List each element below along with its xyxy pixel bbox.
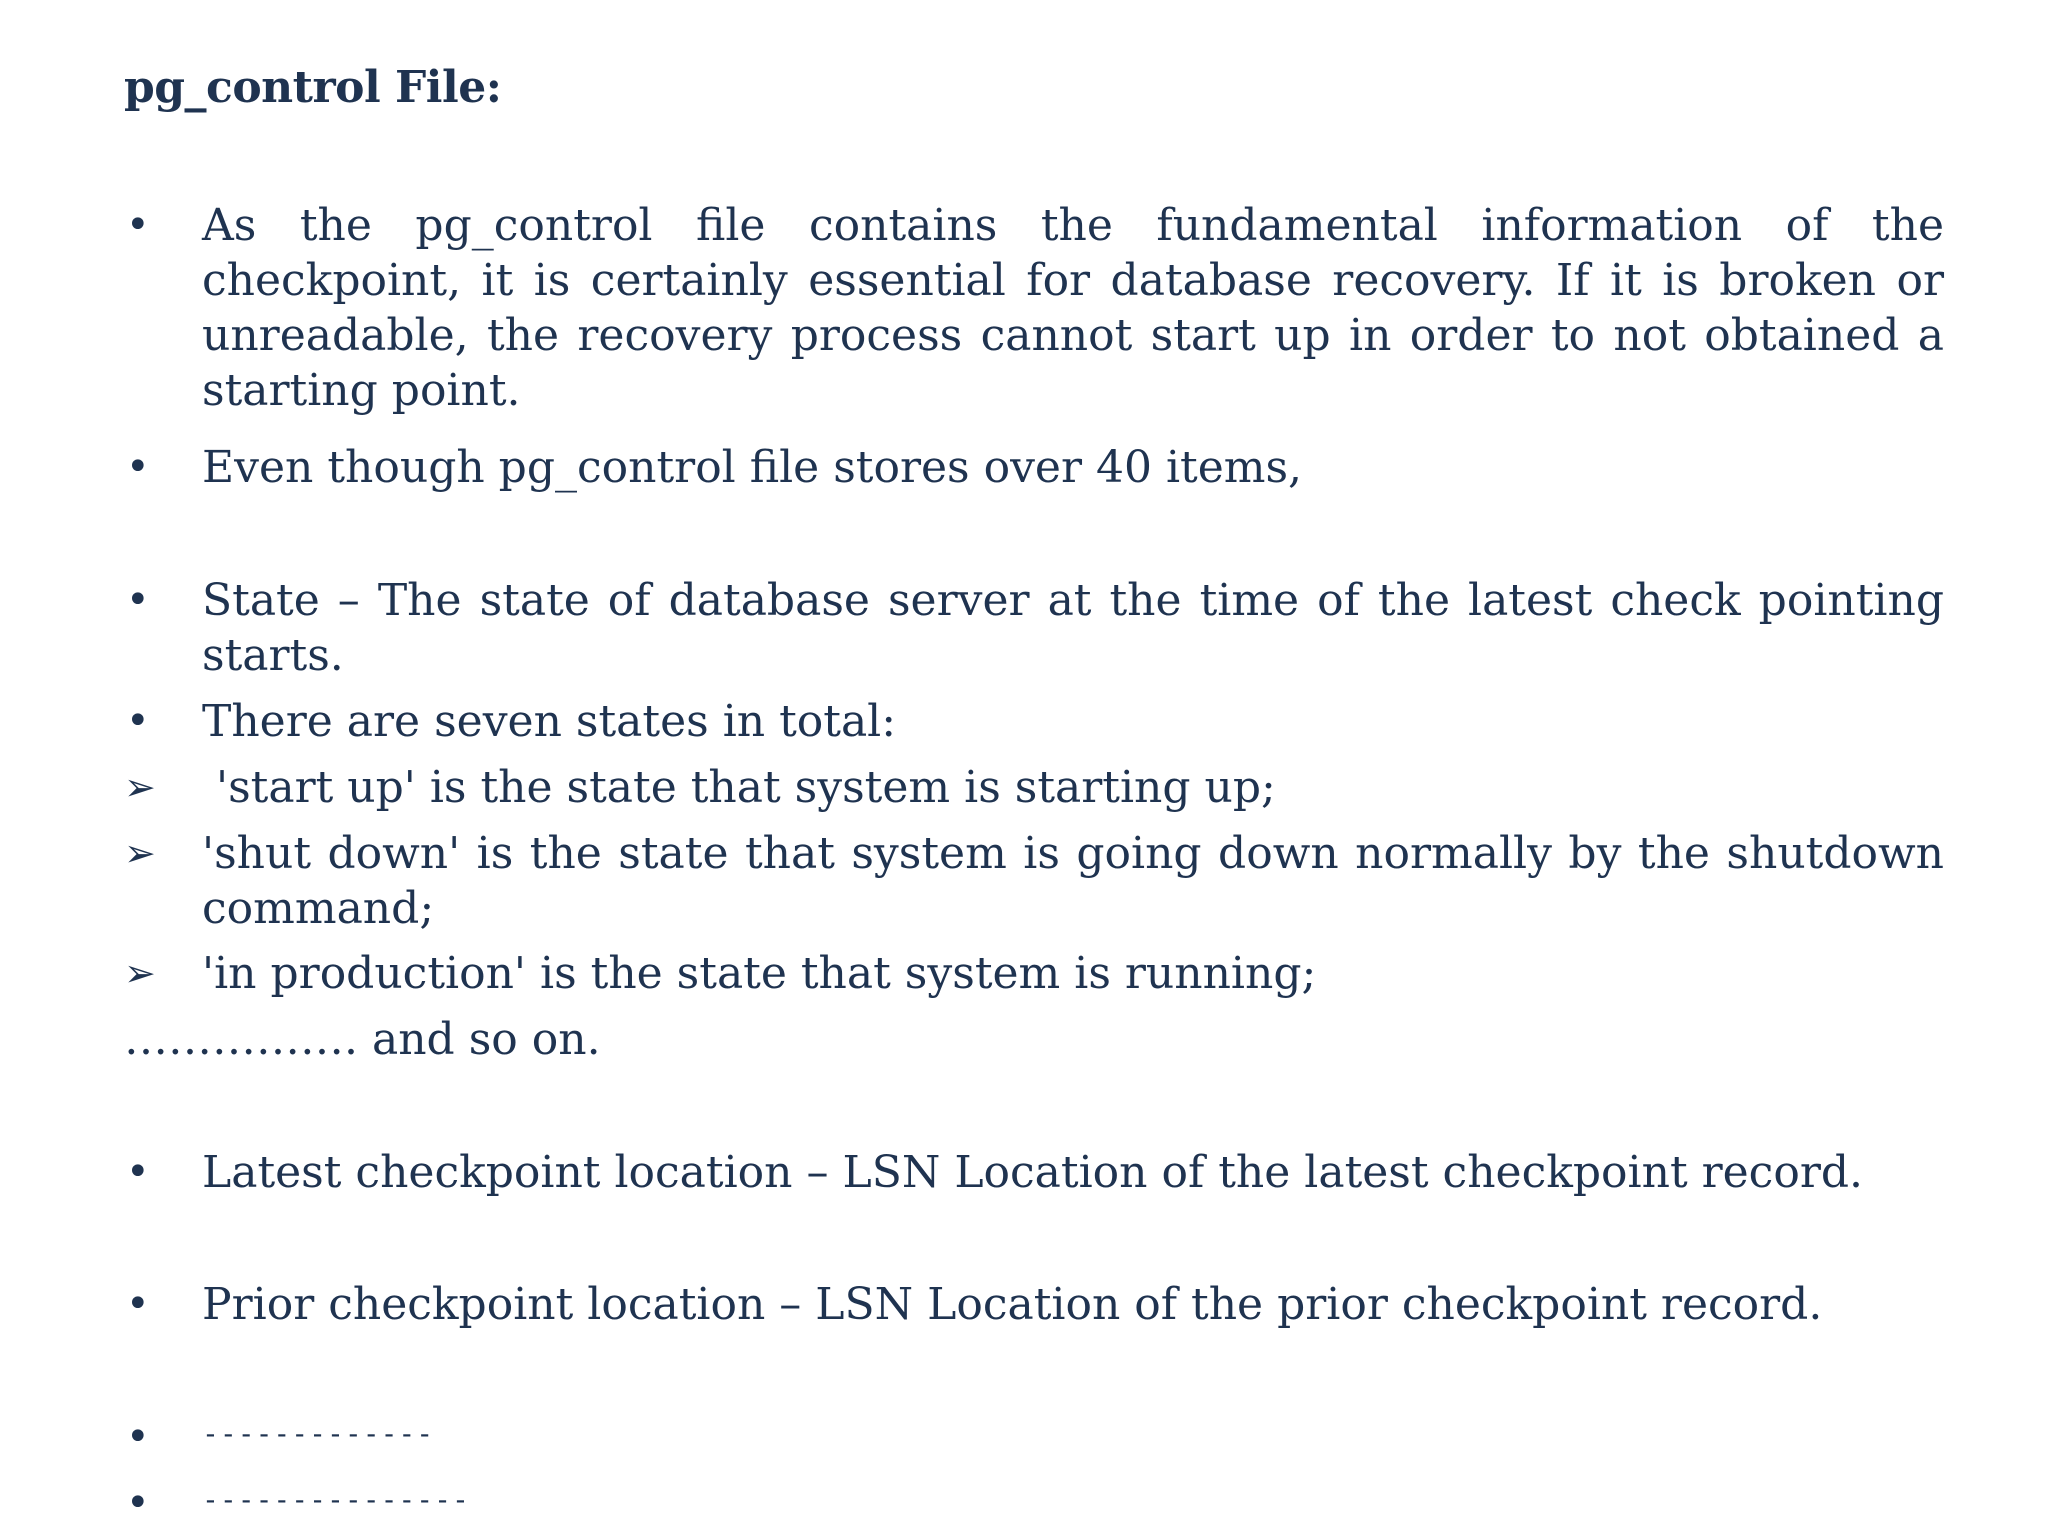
list-item-text: --------------- — [202, 1483, 470, 1516]
list-item — [124, 694, 1944, 749]
list-item — [124, 440, 1944, 495]
list-item — [124, 1472, 1944, 1527]
list-item-text: 'start up' is the state that system is starting up; — [202, 762, 1276, 813]
list-item-text: Even though pg_control file stores over 40 items, — [202, 442, 1303, 493]
sub-list-item — [124, 826, 1944, 936]
arrow-bullet-icon: ➢ — [124, 831, 156, 875]
bullet-marker: • — [126, 577, 150, 623]
continuation-text: ……………. and so on. — [124, 1014, 601, 1065]
list-item-text: As the pg_control file contains the fundamental information of the checkpoint, it is certainly essential for database recovery. If it is broken or unreadable, the recovery process cannot start up in order to not obtained a starting point. — [202, 200, 1944, 416]
bullet-marker: • — [126, 1149, 150, 1195]
bullet-marker: • — [126, 698, 150, 744]
bullet-marker: • — [126, 1281, 150, 1327]
list-item-text: There are seven states in total: — [202, 696, 897, 747]
list-item-text: 'shut down' is the state that system is going down normally by the shutdown command; — [202, 828, 1944, 934]
list-item-text: 'in production' is the state that system is running; — [202, 948, 1317, 999]
list-item — [124, 1406, 1944, 1461]
arrow-bullet-icon: ➢ — [124, 951, 156, 995]
list-item — [124, 573, 1944, 683]
list-item — [124, 1277, 1944, 1332]
sub-list-item — [124, 946, 1944, 1001]
bullet-marker: • — [126, 1480, 150, 1526]
list-item-text: State – The state of database server at the time of the latest check pointing starts. — [202, 575, 1944, 681]
sub-list-item — [124, 760, 1944, 815]
arrow-bullet-icon: ➢ — [124, 765, 156, 809]
bullet-marker: • — [126, 444, 150, 490]
list-item-text: Prior checkpoint location – LSN Location of the prior checkpoint record. — [202, 1279, 1823, 1330]
list-item — [124, 1145, 1944, 1200]
page-title: pg_control File: — [124, 62, 502, 113]
list-item-text: ------------- — [202, 1417, 435, 1450]
bullet-marker: • — [126, 202, 150, 248]
bullet-marker: • — [126, 1414, 150, 1460]
list-item-text: Latest checkpoint location – LSN Location of the latest checkpoint record. — [202, 1147, 1863, 1198]
list-item — [124, 198, 1944, 418]
